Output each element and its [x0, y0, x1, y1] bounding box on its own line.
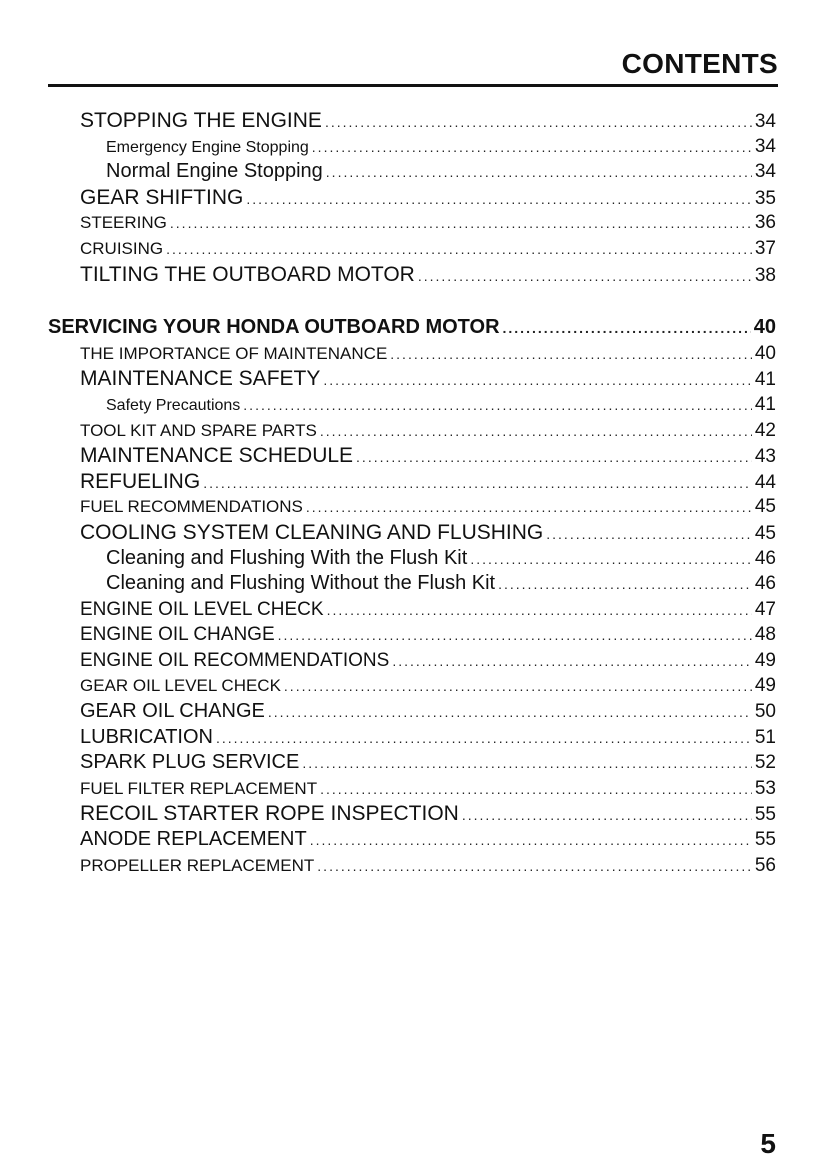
toc-entry-page: 55: [754, 829, 776, 851]
toc-entry[interactable]: [80, 262, 776, 288]
toc-leader: [356, 445, 752, 471]
toc-leader: [325, 110, 752, 136]
toc-entry-title: GEAR SHIFTING: [80, 185, 244, 209]
toc-entry[interactable]: [106, 546, 776, 572]
toc-entry-title: ANODE REPLACEMENT: [80, 828, 307, 851]
toc-entry-title: TOOL KIT AND SPARE PARTS: [80, 420, 317, 440]
toc-entry-page: 53: [754, 777, 776, 799]
toc-entry-title: Emergency Engine Stopping: [106, 138, 309, 156]
toc-entry[interactable]: [80, 366, 776, 392]
toc-entry-title: ENGINE OIL CHANGE: [80, 624, 275, 646]
toc-entry-title: ENGINE OIL LEVEL CHECK: [80, 598, 324, 620]
toc-entry[interactable]: [80, 673, 776, 699]
toc-entry-title: Cleaning and Flushing Without the Flush Kit: [106, 572, 496, 595]
toc-entry-page: 38: [754, 264, 776, 286]
toc-entry-page: 37: [754, 237, 776, 259]
toc-leader: [418, 264, 752, 290]
toc-entry[interactable]: [106, 571, 776, 597]
toc-entry-title: Cleaning and Flushing With the Flush Kit: [106, 546, 468, 569]
toc-leader: [546, 522, 752, 548]
toc-leader: [498, 572, 752, 598]
toc-entry[interactable]: [80, 185, 776, 211]
toc-leader: [216, 726, 752, 752]
toc-leader: [278, 623, 752, 649]
toc-entry-page: 36: [754, 212, 776, 234]
toc-entry[interactable]: [106, 159, 776, 185]
page-number: 5: [760, 1128, 776, 1159]
toc-leader: [327, 598, 752, 624]
toc-entry[interactable]: [80, 236, 776, 262]
toc-entry[interactable]: [80, 776, 776, 802]
toc-entry-title: MAINTENANCE SAFETY: [80, 367, 321, 391]
toc-entry-page: 34: [754, 111, 776, 132]
toc-leader: [320, 419, 752, 445]
toc-entry-page: 52: [754, 752, 776, 774]
toc-leader: [323, 368, 751, 394]
toc-leader: [312, 135, 752, 161]
toc-entry-page: 40: [753, 316, 776, 339]
toc-leader: [317, 854, 752, 880]
toc-leader: [302, 751, 752, 777]
toc-entry-title: LUBRICATION: [80, 725, 213, 748]
toc-entry[interactable]: [80, 699, 776, 725]
toc-entry-page: 34: [754, 135, 776, 157]
toc-entry[interactable]: [80, 418, 776, 444]
toc-leader: [246, 187, 752, 213]
toc-entry-page: 35: [754, 187, 776, 209]
toc-entry-page: 47: [754, 598, 776, 620]
toc-leader: [470, 547, 752, 573]
toc-entry[interactable]: [106, 134, 776, 160]
toc-leader: [203, 471, 752, 497]
toc-entry-page: 41: [754, 369, 776, 391]
section-gap: [0, 287, 820, 315]
toc-entry-title: ENGINE OIL RECOMMENDATIONS: [80, 649, 390, 671]
toc-entry[interactable]: [80, 622, 776, 648]
toc-entry-title: Safety Precautions: [106, 396, 241, 414]
toc-entry-page: 41: [754, 393, 776, 415]
toc-entry-page: 42: [754, 419, 776, 441]
toc-entry[interactable]: [80, 108, 776, 134]
toc-entry-page: 46: [754, 573, 776, 595]
toc-entry[interactable]: [80, 597, 776, 623]
toc-entry-title: FUEL FILTER REPLACEMENT: [80, 778, 318, 798]
toc-entry-title: TILTING THE OUTBOARD MOTOR: [80, 262, 415, 286]
toc-entry-page: 50: [754, 701, 776, 723]
toc-entry-page: 44: [754, 471, 776, 493]
toc-entry[interactable]: [80, 494, 776, 520]
toc-entry-title: FUEL RECOMMENDATIONS: [80, 497, 303, 517]
toc-entry-title: GEAR OIL LEVEL CHECK: [80, 676, 281, 696]
toc-leader: [268, 700, 752, 726]
toc-entry-page: 45: [754, 496, 776, 518]
toc-entry-page: 56: [754, 854, 776, 876]
toc-entry-title: THE IMPORTANCE OF MAINTENANCE: [80, 343, 388, 363]
toc-entry-title: GEAR OIL CHANGE: [80, 700, 265, 723]
toc-leader: [390, 342, 752, 368]
toc-entry-title: MAINTENANCE SCHEDULE: [80, 444, 354, 468]
toc-leader: [392, 649, 752, 675]
toc-entry[interactable]: [106, 392, 776, 418]
toc-entry-title: SPARK PLUG SERVICE: [80, 751, 300, 774]
toc-entry-title: PROPELLER REPLACEMENT: [80, 855, 315, 875]
toc-entry-page: 34: [754, 161, 776, 183]
toc-entry-page: 46: [754, 547, 776, 569]
page-title: CONTENTS: [621, 48, 778, 79]
toc-leader: [310, 828, 752, 854]
toc-entry[interactable]: [80, 469, 776, 495]
toc-entry[interactable]: [80, 210, 776, 236]
toc-section-heading[interactable]: [48, 315, 776, 341]
toc-entry[interactable]: [80, 853, 776, 879]
toc-entry-page: 55: [754, 804, 776, 826]
toc-entry[interactable]: [80, 648, 776, 674]
toc-entry-page: 43: [754, 446, 776, 468]
toc-leader: [462, 803, 752, 829]
toc-entry[interactable]: [80, 341, 776, 367]
toc-entry-title: REFUELING: [80, 469, 201, 493]
toc-entry-page: 51: [754, 726, 776, 748]
toc-leader: [320, 777, 752, 803]
toc-entry[interactable]: [80, 725, 776, 751]
toc-entry-title: SERVICING YOUR HONDA OUTBOARD MOTOR: [48, 316, 500, 339]
toc-leader: [326, 160, 752, 186]
toc-entry-title: COOLING SYSTEM CLEANING AND FLUSHING: [80, 520, 544, 544]
toc-entry-page: 45: [754, 522, 776, 544]
toc-entry-page: 48: [754, 624, 776, 646]
toc-entry[interactable]: [80, 827, 776, 853]
toc-entry-page: 40: [754, 342, 776, 364]
toc-entry-page: 49: [754, 675, 776, 697]
toc-entry-title: Normal Engine Stopping: [106, 160, 323, 183]
toc-entry-page: 49: [754, 649, 776, 671]
toc-leader: [284, 674, 752, 700]
toc-entry[interactable]: [80, 520, 776, 546]
toc-leader: [306, 495, 752, 521]
table-of-contents: [0, 108, 820, 878]
toc-leader: [503, 316, 751, 342]
toc-entry-title: RECOIL STARTER ROPE INSPECTION: [80, 802, 459, 826]
toc-leader: [166, 237, 752, 263]
toc-entry[interactable]: [80, 750, 776, 776]
toc-entry-title: STOPPING THE ENGINE: [80, 109, 322, 132]
toc-entry-title: CRUISING: [80, 238, 164, 258]
toc-entry[interactable]: [80, 801, 776, 827]
toc-entry[interactable]: [80, 443, 776, 469]
toc-entry-title: STEERING: [80, 213, 167, 233]
toc-leader: [243, 393, 752, 419]
toc-leader: [170, 211, 752, 237]
header-rule: [48, 84, 778, 87]
